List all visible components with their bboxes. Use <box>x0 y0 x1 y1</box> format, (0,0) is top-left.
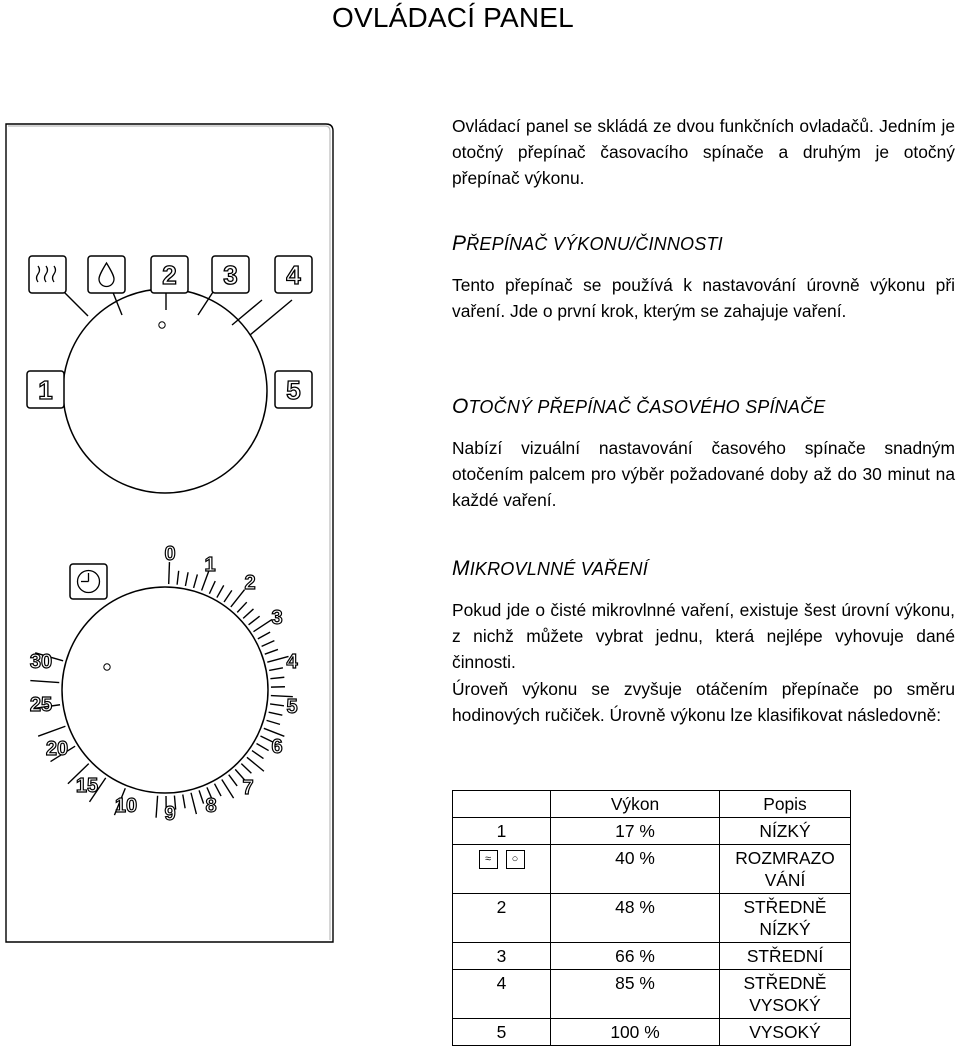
table-cell-level <box>453 845 551 894</box>
table-cell-desc: STŘEDNÍ <box>720 943 851 970</box>
table-cell-power: 66 % <box>551 943 720 970</box>
timer-tick <box>38 726 65 736</box>
timer-tick <box>267 656 288 662</box>
timer-label: 10 <box>114 795 138 817</box>
timer-tick <box>177 571 179 585</box>
timer-label: 15 <box>75 775 99 797</box>
timer-tick <box>169 562 170 584</box>
table-row <box>453 845 851 894</box>
timer-tick <box>265 649 278 654</box>
intro-text: Ovládací panel se skládá ze dvou funkčních ovladačů. Jedním je otočný přepínač časovacího spínače a druhým je otočný přepínač výkonu. <box>452 116 955 189</box>
timer-tick <box>247 757 264 771</box>
timer-tick <box>237 602 247 612</box>
timer-tick <box>194 574 198 587</box>
timer-tick <box>270 704 284 706</box>
timer-tick <box>269 668 283 671</box>
svg-text:4: 4 <box>286 260 301 290</box>
timer-tick <box>222 779 234 798</box>
page-title: OVLÁDACÍ PANEL <box>332 2 574 33</box>
timer-tick <box>217 585 224 597</box>
micro-section-heading: MIKROVLNNÉ VAŘENÍ <box>452 557 648 580</box>
timer-tick <box>253 620 271 632</box>
table-cell-level: 1 <box>453 818 551 845</box>
timer-tick <box>252 751 263 759</box>
table-row <box>453 894 851 943</box>
svg-text:5: 5 <box>286 375 301 405</box>
timer-label: 30 <box>29 651 53 673</box>
timer-tick <box>183 795 185 809</box>
table-cell-level: 3 <box>453 943 551 970</box>
svg-text:2: 2 <box>162 260 177 290</box>
timer-tick <box>262 641 275 647</box>
timer-tick <box>257 743 269 750</box>
table-cell-desc: ROZMRAZO VÁNÍ <box>720 845 851 894</box>
clock-icon <box>70 564 107 599</box>
drop-icon: ○ <box>506 850 525 869</box>
table-header-row <box>453 791 851 818</box>
defrost-heat-icon <box>29 256 66 293</box>
timer-tick <box>30 681 59 683</box>
table-row <box>453 1019 851 1046</box>
table-header-cell: Výkon <box>551 791 720 818</box>
timer-tick <box>191 793 196 814</box>
defrost-heat-icon: ≈ <box>479 850 498 869</box>
table-row <box>453 970 851 1019</box>
table-cell-level: 2 <box>453 894 551 943</box>
table-row <box>453 818 851 845</box>
timer-tick <box>185 572 188 586</box>
power-section-heading: PŘEPÍNAČ VÝKONU/ČINNOSTI <box>452 232 723 255</box>
table-cell-desc: STŘEDNĚ NÍZKÝ <box>720 894 851 943</box>
table-cell-power: 85 % <box>551 970 720 1019</box>
power-section-text: Tento přepínač se používá k nastavování úrovně výkonu při vaření. Jde o první krok, kterým se zahajuje vaření. <box>452 275 955 322</box>
timer-tick <box>267 720 280 724</box>
control-panel-illustration <box>0 120 345 950</box>
table-cell-desc: NÍZKÝ <box>720 818 851 845</box>
timer-label: 4 <box>286 651 298 673</box>
timer-tick <box>258 632 270 639</box>
micro-section-text: Pokud jde o čisté mikrovlnné vaření, existuje šest úrovní výkonu, z nichž můžete vybrat jednu, která nejlépe vyhovuje dané činnosti. Úroveň výkonu se zvyšuje otáčením přepínače po směru hodinových ručiček. Úrovně výkonu lze klasifikovat následovně: <box>452 600 955 725</box>
table-header-cell: Popis <box>720 791 851 818</box>
timer-tick <box>229 775 237 786</box>
table-cell-power: 48 % <box>551 894 720 943</box>
table-cell-power: 100 % <box>551 1019 720 1046</box>
timer-label: 2 <box>244 572 256 594</box>
timer-section-text: Nabízí vizuální nastavování časového spínače snadným otočením palcem pro výběr požadované doby až do 30 minut na každé vaření. <box>452 438 955 511</box>
timer-label: 20 <box>45 738 69 760</box>
table-header-cell <box>453 791 551 818</box>
timer-tick <box>209 581 215 594</box>
timer-label: 0 <box>164 543 176 565</box>
table-cell-power: 40 % <box>551 845 720 894</box>
table-cell-level: 4 <box>453 970 551 1019</box>
timer-tick <box>231 590 245 607</box>
table-cell-desc: STŘEDNĚ VYSOKÝ <box>720 970 851 1019</box>
power-level-5-box <box>275 371 312 408</box>
table-cell-desc: VYSOKÝ <box>720 1019 851 1046</box>
timer-tick <box>224 590 232 602</box>
timer-label: 3 <box>271 607 283 629</box>
timer-label: 9 <box>164 803 176 825</box>
power-level-1-box <box>27 371 64 408</box>
timer-label: 6 <box>271 736 283 758</box>
timer-tick <box>249 616 260 625</box>
drop-icon <box>88 256 125 293</box>
power-level-4-box <box>275 256 312 293</box>
table-cell-power: 17 % <box>551 818 720 845</box>
timer-label: 8 <box>205 795 217 817</box>
timer-tick <box>156 796 158 818</box>
svg-text:3: 3 <box>223 260 238 290</box>
power-level-3-box <box>212 256 249 293</box>
svg-text:1: 1 <box>38 375 53 405</box>
timer-section-heading: OTOČNÝ PŘEPÍNAČ ČASOVÉHO SPÍNAČE <box>452 395 826 418</box>
power-level-2-box <box>151 256 188 293</box>
table-row <box>453 943 851 970</box>
table-cell-level: 5 <box>453 1019 551 1046</box>
timer-label: 1 <box>204 554 216 576</box>
timer-dial[interactable] <box>62 587 268 793</box>
timer-tick <box>241 764 251 774</box>
timer-label: 25 <box>29 694 53 716</box>
timer-tick <box>269 712 283 715</box>
timer-label: 7 <box>242 777 254 799</box>
power-dial[interactable] <box>63 289 267 493</box>
timer-tick <box>243 609 253 618</box>
timer-label: 5 <box>286 696 298 718</box>
power-level-table <box>452 790 851 1046</box>
timer-tick <box>199 790 204 803</box>
timer-tick <box>270 677 284 678</box>
